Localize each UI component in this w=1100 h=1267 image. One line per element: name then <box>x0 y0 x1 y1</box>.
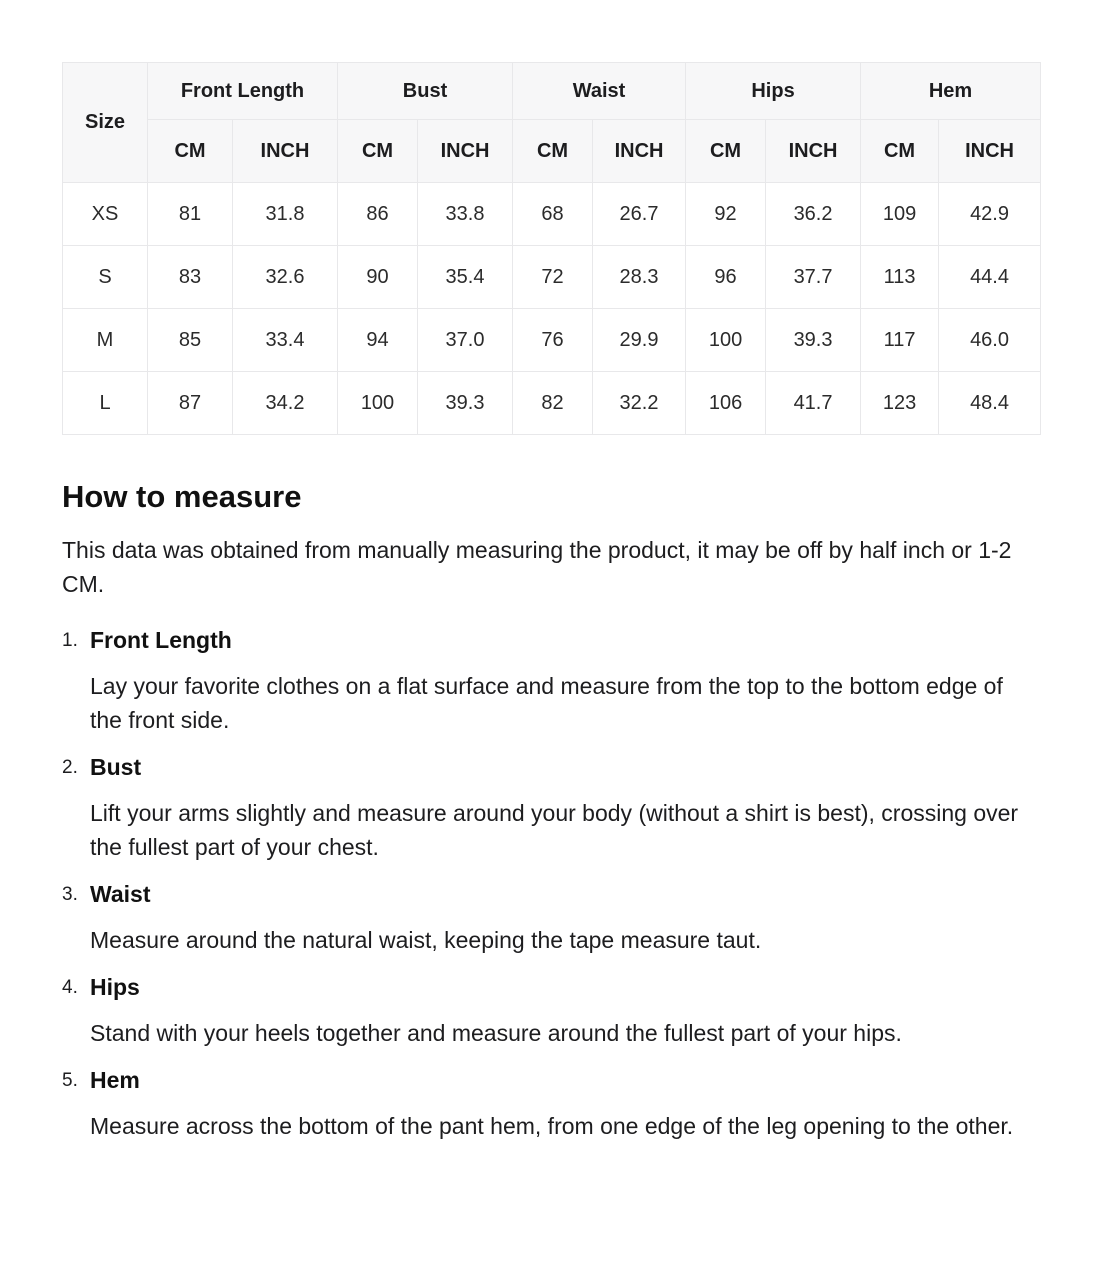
size-column-header: Size <box>63 63 148 183</box>
step-title: Bust <box>90 754 142 780</box>
value-cell: 29.9 <box>593 309 686 372</box>
column-group-hips: Hips <box>686 63 861 120</box>
table-row <box>63 183 1041 246</box>
measure-step-item <box>62 627 1040 737</box>
size-cell: XS <box>63 183 148 246</box>
unit-header-cm: CM <box>861 120 939 183</box>
value-cell: 100 <box>686 309 766 372</box>
value-cell: 44.4 <box>939 246 1041 309</box>
step-title: Hips <box>90 974 140 1000</box>
value-cell: 72 <box>513 246 593 309</box>
measure-step-item <box>62 754 1040 864</box>
unit-header-inch: INCH <box>233 120 338 183</box>
step-number: 3. <box>62 884 78 905</box>
value-cell: 123 <box>861 372 939 435</box>
size-chart-body <box>63 183 1041 435</box>
size-cell: M <box>63 309 148 372</box>
intro-paragraph: This data was obtained from manually measuring the product, it may be off by half inch or 1-2 CM. <box>62 537 1012 597</box>
measure-step-item <box>62 881 1040 957</box>
column-group-hem: Hem <box>861 63 1041 120</box>
value-cell: 34.2 <box>233 372 338 435</box>
value-cell: 82 <box>513 372 593 435</box>
value-cell: 33.4 <box>233 309 338 372</box>
value-cell: 31.8 <box>233 183 338 246</box>
step-title: Waist <box>90 881 151 907</box>
column-group-front-length: Front Length <box>148 63 338 120</box>
value-cell: 68 <box>513 183 593 246</box>
unit-header-inch: INCH <box>418 120 513 183</box>
step-description: Lay your favorite clothes on a flat surface and measure from the top to the bottom edge of the front side. <box>90 673 1003 733</box>
table-row <box>63 309 1041 372</box>
measure-step-item <box>62 1067 1040 1143</box>
table-row <box>63 372 1041 435</box>
size-chart-table <box>62 62 1041 435</box>
unit-header-cm: CM <box>686 120 766 183</box>
step-number: 4. <box>62 977 78 998</box>
unit-header-inch: INCH <box>766 120 861 183</box>
value-cell: 87 <box>148 372 233 435</box>
value-cell: 85 <box>148 309 233 372</box>
size-cell: S <box>63 246 148 309</box>
step-description: Measure around the natural waist, keeping the tape measure taut. <box>90 927 762 953</box>
unit-header-inch: INCH <box>593 120 686 183</box>
value-cell: 109 <box>861 183 939 246</box>
value-cell: 81 <box>148 183 233 246</box>
size-chart-header <box>63 63 1041 183</box>
measure-step-item <box>62 974 1040 1050</box>
value-cell: 48.4 <box>939 372 1041 435</box>
group-header-row <box>63 63 1041 120</box>
step-title: Hem <box>90 1067 140 1093</box>
value-cell: 83 <box>148 246 233 309</box>
step-number: 1. <box>62 630 78 651</box>
column-group-waist: Waist <box>513 63 686 120</box>
column-group-bust: Bust <box>338 63 513 120</box>
step-description: Lift your arms slightly and measure around your body (without a shirt is best), crossing over the fullest part of your chest. <box>90 800 1019 860</box>
value-cell: 35.4 <box>418 246 513 309</box>
value-cell: 39.3 <box>766 309 861 372</box>
value-cell: 100 <box>338 372 418 435</box>
unit-header-cm: CM <box>148 120 233 183</box>
table-row <box>63 246 1041 309</box>
value-cell: 117 <box>861 309 939 372</box>
value-cell: 46.0 <box>939 309 1041 372</box>
value-cell: 36.2 <box>766 183 861 246</box>
value-cell: 32.6 <box>233 246 338 309</box>
section-heading: How to measure <box>62 479 302 514</box>
step-description: Measure across the bottom of the pant hem, from one edge of the leg opening to the other. <box>90 1113 1014 1139</box>
unit-header-row <box>63 120 1041 183</box>
value-cell: 106 <box>686 372 766 435</box>
value-cell: 37.0 <box>418 309 513 372</box>
unit-header-inch: INCH <box>939 120 1041 183</box>
value-cell: 94 <box>338 309 418 372</box>
unit-header-cm: CM <box>338 120 418 183</box>
value-cell: 41.7 <box>766 372 861 435</box>
value-cell: 86 <box>338 183 418 246</box>
step-title: Front Length <box>90 627 232 653</box>
step-number: 2. <box>62 757 78 778</box>
value-cell: 28.3 <box>593 246 686 309</box>
value-cell: 90 <box>338 246 418 309</box>
how-to-measure-section <box>62 479 1040 1143</box>
step-description: Stand with your heels together and measure around the fullest part of your hips. <box>90 1020 902 1046</box>
value-cell: 32.2 <box>593 372 686 435</box>
value-cell: 26.7 <box>593 183 686 246</box>
value-cell: 92 <box>686 183 766 246</box>
value-cell: 37.7 <box>766 246 861 309</box>
unit-header-cm: CM <box>513 120 593 183</box>
value-cell: 76 <box>513 309 593 372</box>
value-cell: 113 <box>861 246 939 309</box>
value-cell: 42.9 <box>939 183 1041 246</box>
value-cell: 33.8 <box>418 183 513 246</box>
step-number: 5. <box>62 1070 78 1091</box>
value-cell: 96 <box>686 246 766 309</box>
measure-steps-list <box>62 627 1040 1143</box>
size-cell: L <box>63 372 148 435</box>
value-cell: 39.3 <box>418 372 513 435</box>
